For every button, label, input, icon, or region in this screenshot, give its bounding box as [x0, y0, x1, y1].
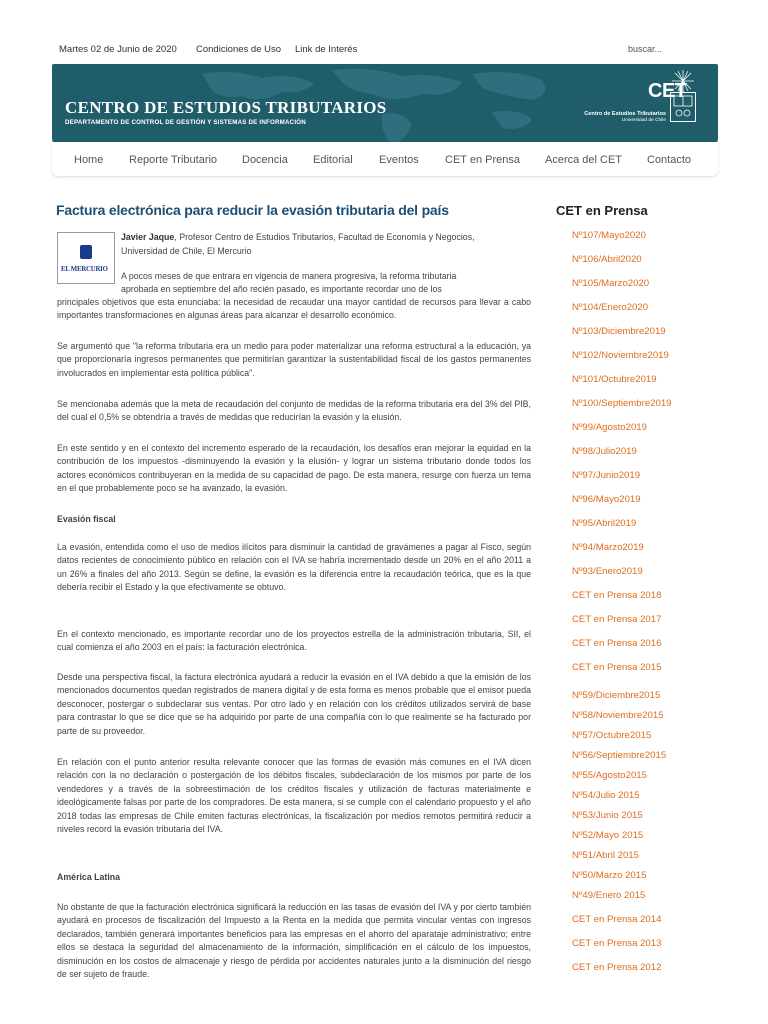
- cet-logo-university: Universidad de Chile: [621, 118, 666, 123]
- paragraph-5: La evasión, entendida como el uso de medios ilícitos para disminuir la cantidad de gravámenes a pagar al Fisco, según datos recientes de conocimiento público en relación con el IVA se habría incrementado desde un 20% en el año 2011 a un 26% a finales del año 2013. Según se define, la evasión es la diferencia entre la recaudación teórica, que es la que debería recibir el Estado y la que efectivamente se obtuvo.: [57, 542, 531, 593]
- sidebar-link-31[interactable]: CET en Prensa 2014: [572, 914, 662, 925]
- paragraph-1-line2: aprobada en septiembre del año recién pasado, es importante recordar uno de los: [121, 284, 442, 294]
- author-affiliation: , Profesor Centro de Estudios Tributarios, Facultad de Economía y Negocios,: [174, 232, 475, 242]
- sidebar-link-26[interactable]: Nº53/Junio 2015: [572, 810, 643, 821]
- section-heading-evasion-fiscal: Evasión fiscal: [57, 514, 116, 524]
- cet-logo-text: CET: [648, 80, 687, 102]
- banner-title: CENTRO DE ESTUDIOS TRIBUTARIOS: [65, 98, 387, 117]
- sidebar-link-13[interactable]: Nº95/Abril2019: [572, 518, 637, 529]
- nav-contacto[interactable]: Contacto: [647, 154, 692, 166]
- header-banner: [52, 64, 718, 150]
- sidebar-link-23[interactable]: Nº56/Septiembre2015: [572, 750, 667, 761]
- sidebar-link-8[interactable]: Nº100/Septiembre2019: [572, 398, 672, 409]
- paragraph-2: Se argumentó que "la reforma tributaria era un medio para poder materializar una reforma estructural a la educación, ya que proporcionaría ingresos permanentes que permitirían garantizar la sustentabilidad fiscal de los gastos permanentes involucrados en implementar esta política pública".: [57, 341, 531, 378]
- nav-acerca-del-cet[interactable]: Acerca del CET: [545, 154, 623, 166]
- top-utility-bar: [0, 0, 768, 64]
- main-navigation: [52, 142, 718, 176]
- sidebar-link-20[interactable]: Nº59/Diciembre2015: [572, 690, 661, 701]
- banner-subtitle: DEPARTAMENTO DE CONTROL DE GESTIÓN Y SISTEMAS DE INFORMACIÓN: [65, 119, 306, 126]
- sidebar-link-24[interactable]: Nº55/Agosto2015: [572, 770, 647, 781]
- author-affiliation-line2: Universidad de Chile, El Mercurio: [121, 246, 252, 256]
- paragraph-6: En el contexto mencionado, es importante recordar uno de los proyectos estrella de la administración tributaria, SII, el cual comienza el año 2003 en el país: la facturación electrónica.: [57, 629, 531, 653]
- sidebar-link-21[interactable]: Nº58/Noviembre2015: [572, 710, 664, 721]
- sidebar-link-30[interactable]: Nº49/Enero 2015: [572, 890, 646, 901]
- cet-logo-subtitle: Centro de Estudios Tributarios: [584, 111, 666, 117]
- author-name: Javier Jaque: [121, 232, 175, 242]
- sidebar-link-10[interactable]: Nº98/Julio2019: [572, 446, 637, 457]
- sidebar-link-12[interactable]: Nº96/Mayo2019: [572, 494, 641, 505]
- cet-logo[interactable]: [572, 74, 698, 140]
- sidebar-link-7[interactable]: Nº101/Octubre2019: [572, 374, 657, 385]
- sidebar-link-16[interactable]: CET en Prensa 2018: [572, 590, 662, 601]
- sidebar-title: CET en Prensa: [556, 203, 648, 218]
- nav-reporte-tributario[interactable]: Reporte Tributario: [129, 154, 218, 166]
- sidebar-link-22[interactable]: Nº57/Octubre2015: [572, 730, 652, 741]
- sidebar-link-6[interactable]: Nº102/Noviembre2019: [572, 350, 669, 361]
- el-mercurio-logo: [57, 232, 115, 284]
- sidebar-link-3[interactable]: Nº105/Marzo2020: [572, 278, 650, 289]
- nav-docencia[interactable]: Docencia: [242, 154, 288, 166]
- nav-editorial[interactable]: Editorial: [313, 154, 353, 166]
- interest-links-link[interactable]: Link de Interés: [295, 44, 358, 55]
- terms-link[interactable]: Condiciones de Uso: [196, 44, 282, 55]
- sidebar-link-1[interactable]: Nº107/Mayo2020: [572, 230, 646, 241]
- sidebar-link-29[interactable]: Nº50/Marzo 2015: [572, 870, 647, 881]
- sidebar-link-15[interactable]: Nº93/Enero2019: [572, 566, 643, 577]
- paragraph-8: En relación con el punto anterior resulta relevante conocer que las formas de evasión más comunes en el IVA dicen relación con la no declaración o postergación de los débitos fiscales, subdeclaración de los mismos por parte de los vendedores y a través de la sobreestimación de los créditos fiscales y utilización de facturas materialmente e ideológicamente falsas por parte de los compradores. De esta manera, si se cumple con el calendario propuesto y el año 2018 todas las empresas de Chile emiten facturas electrónicas, la fiscalización por medios remotos permitirá reducir a niveles record la evasión tributaria del IVA.: [57, 757, 531, 835]
- sidebar-link-14[interactable]: Nº94/Marzo2019: [572, 542, 644, 553]
- paragraph-1-line1: A pocos meses de que entrara en vigencia de manera progresiva, la reforma tributaria: [121, 271, 457, 281]
- sidebar-link-27[interactable]: Nº52/Mayo 2015: [572, 830, 644, 841]
- author-line: [121, 231, 531, 244]
- newspaper-emblem-icon: [80, 245, 92, 259]
- university-crest-icon: [670, 92, 696, 122]
- search-input[interactable]: [622, 40, 712, 58]
- nav-cet-en-prensa[interactable]: CET en Prensa: [445, 154, 521, 166]
- paragraph-7: Desde una perspectiva fiscal, la factura electrónica ayudará a reducir la evasión en el IVA debido a que la emisión de los mencionados documentos quedan registrados de manera digital y de esta forma es menos probable que el emisor pueda desconocer, postergar o subdeclarar sus ventas. Por otro lado y en relación con los créditos utilizados servirá de base para contrastar lo que se dice que se ha adquirido por parte de una compañía con lo que realmente se ha facturado por parte de su proveedor.: [57, 672, 531, 736]
- paragraph-9: No obstante de que la facturación electrónica significará la reducción en las tasas de evasión del IVA y por cierto también ayudará en procesos de fiscalización del Impuesto a la Renta en la medida que permita vincular ventas con ingresos declarados, también generará importantes beneficios para las empresas en el ahorro del aparataje administrativo; entre ellos se destaca la seguridad del almacenamiento de la información, simplificación en el cálculo de los impuestos, disminución en los costos de almacenaje y riesgo de pérdida por accidentes naturales junto a la disminución del riesgo de ser sujeto de fraude.: [57, 902, 531, 980]
- sidebar-link-17[interactable]: CET en Prensa 2017: [572, 614, 662, 625]
- sidebar-link-11[interactable]: Nº97/Junio2019: [572, 470, 641, 481]
- nav-home[interactable]: Home: [74, 154, 104, 166]
- paragraph-3: Se mencionaba además que la meta de recaudación del conjunto de medidas de la reforma tributaria era del 3% del PIB, del cual el 0,5% se obtendría a través de medidas que reducirían la evasión y la elusión.: [57, 399, 531, 423]
- sidebar-link-32[interactable]: CET en Prensa 2013: [572, 938, 662, 949]
- sidebar-link-2[interactable]: Nº106/Abril2020: [572, 254, 642, 265]
- paragraph-4: En este sentido y en el contexto del incremento esperado de la recaudación, los desafíos eran mejorar la equidad en la contribución de los impuestos -disminuyendo la evasión y la elusión- y lograr un sistema tributario donde todos los actores económicos contribuyeran en la medida de su capacidad de pago. De esta manera, resurge con fuerza un tema en el que probablemente poco se ha avanzado, la evasión.: [57, 443, 531, 494]
- sidebar-link-33[interactable]: CET en Prensa 2012: [572, 962, 662, 973]
- sidebar-link-18[interactable]: CET en Prensa 2016: [572, 638, 662, 649]
- nav-eventos[interactable]: Eventos: [379, 154, 419, 166]
- section-heading-america-latina: América Latina: [57, 872, 121, 882]
- paragraph-1-rest: principales objetivos que esta enunciaba: la necesidad de recaudar una mayor cantidad de recursos para llevar a cabo importantes transformaciones en algunas áreas para alcanzar el desarrollo económico.: [57, 297, 531, 321]
- sidebar-link-9[interactable]: Nº99/Agosto2019: [572, 422, 647, 433]
- sidebar-link-5[interactable]: Nº103/Diciembre2019: [572, 326, 666, 337]
- current-date: Martes 02 de Junio de 2020: [59, 44, 177, 55]
- sidebar-link-19[interactable]: CET en Prensa 2015: [572, 662, 662, 673]
- sidebar-link-4[interactable]: Nº104/Enero2020: [572, 302, 649, 313]
- el-mercurio-logo-text: EL MERCURIO: [61, 266, 108, 273]
- article-title: Factura electrónica para reducir la evasión tributaria del país: [56, 202, 449, 218]
- sidebar-link-25[interactable]: Nº54/Julio 2015: [572, 790, 640, 801]
- sidebar-link-28[interactable]: Nº51/Abril 2015: [572, 850, 639, 861]
